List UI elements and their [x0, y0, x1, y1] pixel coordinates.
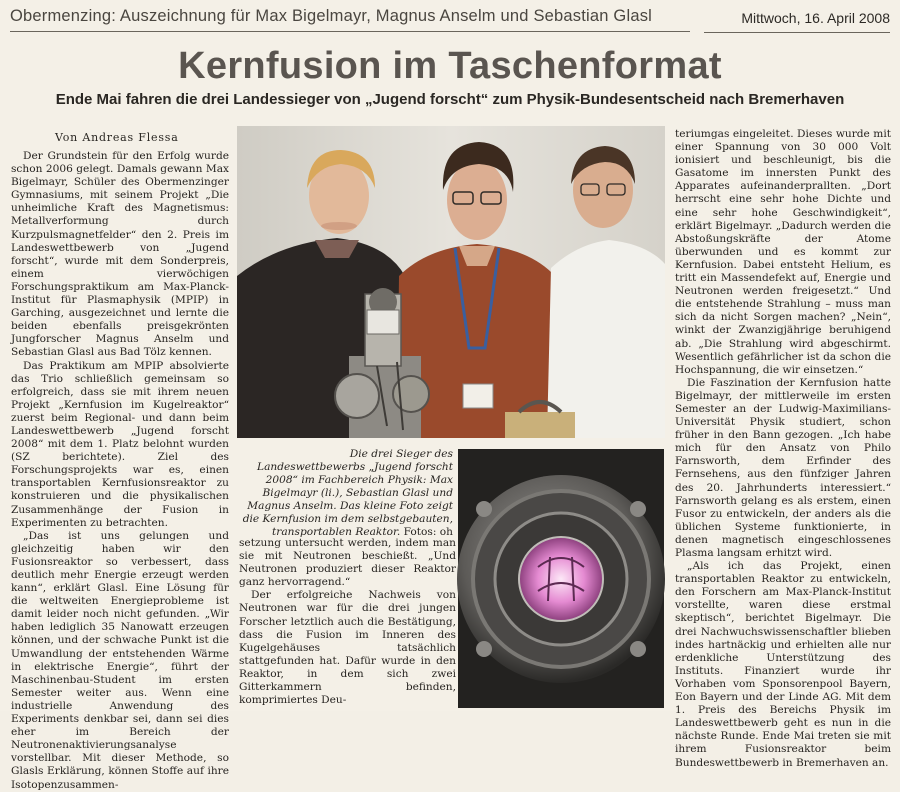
paragraph: Das Praktikum am MPIP absolvierte das Trio schließlich gemeinsam so erfolgreich, dass sie mit ihrem neuen Projekt „Kernfusion im Kugelreaktor“ zuerst beim Regional- und dann beim Landeswettbewerb „Jugend forscht 2008“ mit dem 1. Platz belohnt wurden (SZ berichtete). Ziel des Forschungsprojekts war es, einen transportablen Kernfusionsreaktor zu konstruieren und die physikalischen Zusammenhänge der Fusion in Experimenten zu betrachten.	[11, 359, 229, 529]
caption-text: Die drei Sieger des Landeswettbewerbs „Jugend forscht 2008“ im Fachbereich Physik: Max Bigelmayr (li.), Sebastian Glasl und Magnus Anselm. Das kleine Foto zeigt die Kernfusion im dem selbstgebauten, transportablen Reaktor.	[242, 448, 453, 538]
byline: Von Andreas Flessa	[55, 131, 179, 144]
paragraph: teriumgas eingeleitet. Dieses wurde mit einer Spannung von 30 000 Volt ionisiert und beschleunigt, bis die Gasatome im innersten Punkt des Apparates aufeinanderprallten. „Dort herrscht eine sehr hohe Dichte und eine sehr hohe Geschwindigkeit“, erklärt Bigelmayr. „Dadurch werden die Abstoßungskräfte der Atome überwunden und es kommt zur Kernfusion. Dabei entsteht Helium, es tritt ein Massendefekt auf, Energie und Neutronen werden freigesetzt.“ Und die entstehende Strahlung – muss man sich da nicht Sorgen machen? „Nein“, winkt der Zwanzigjährige beruhigend ab. „Die Strahlung wird abgeschirmt. Wesentlich gefährlicher ist da schon die Hochspannung, die wir einsetzen.“	[675, 128, 891, 376]
reactor-photo-illustration	[458, 449, 664, 708]
subheadline: Ende Mai fahren die drei Landessieger von „Jugend forscht“ zum Physik-Bundesentscheid nach Bremerhaven	[55, 91, 845, 108]
article-column-2	[239, 537, 456, 707]
headline: Kernfusion im Taschenformat	[178, 45, 722, 87]
article-column-1	[11, 150, 229, 791]
photo-caption	[240, 448, 453, 538]
paragraph: Der erfolgreiche Nachweis von Neutronen war für die drei jungen Forscher letztlich auch die Bestätigung, dass die Fusion im Inneren des Kugelgehäuses tatsächlich stattgefunden hat. Dafür wurde in den Reaktor, in dem sich zwei Gitterkammern befinden, komprimiertes Deu-	[239, 589, 456, 707]
paragraph: Die Faszination der Kernfusion hatte Bigelmayr, der mittlerweile im ersten Semester an der Ludwig-Maximilians-Universität Physik studiert, schon früher in den Bann gezogen. „Ich habe mich für den Ansatz von Philo Farnsworth, dem Erfinder des Fernsehens, aus den fünfziger Jahren des 20. Jahrhunderts interessiert.“ Farnsworth gelang es als erstem, einen Fusor zu entwickeln, der anders als die üblichen Systeme funktionierte, in denen magnetisch eingeschlossenes Plasma langsam erhitzt wird.	[675, 376, 891, 559]
paragraph: „Als ich das Projekt, einen transportablen Reaktor zu entwickeln, den Forschern am Max-Planck-Institut vorstellte, waren diese erstmal skeptisch“, berichtet Bigelmayr. Die drei Nachwuchswissenschaftler blieben indes hartnäckig und erhielten alle nur erdenkliche Unterstützung des Instituts. Finanziert wurde ihr Vorhaben vom Sponsorenpool Bayern, Eon Bayern und der Linde AG. Mit dem 1. Preis des Bereichs Physik im Landeswettbewerb geht es nun in die nächste Runde. Ende Mai treten sie mit ihrem Fusionsreaktor beim Bundeswettbewerb in Bremerhaven an.	[675, 560, 891, 769]
paragraph: setzung untersucht werden, indem man sie mit Neutronen beschießt. „Und Neutronen produziert dieser Reaktor ganz hervorragend.“	[239, 537, 456, 589]
publication-date: Mittwoch, 16. April 2008	[704, 10, 890, 33]
winners-photo-illustration	[237, 126, 665, 438]
kicker-line: Obermenzing: Auszeichnung für Max Bigelmayr, Magnus Anselm und Sebastian Glasl	[10, 7, 690, 32]
article-column-3	[675, 128, 891, 769]
photo-credit: Fotos: oh	[403, 526, 453, 538]
paragraph: „Das ist uns gelungen und gleichzeitig haben wir den Fusionsreaktor so verbessert, dass deutlich mehr Energie erzeugt werden kann“, erklärt Glasl. Eine Lösung für die weltweiten Energieprobleme ist damit leider noch nicht gefunden. „Wir haben lediglich 35 Nanowatt erzeugen können, und der schwache Punkt ist die Umwandlung der entstehenden Wärme in elektrische Energie“, führt der Maschinenbau-Student im ersten Semester weiter aus. Wenn eine industrielle Anwendung des Experiments denkbar sei, dann sei dies eher im Bereich der Neutronenaktivierungsanalyse vorstellbar. Mit dieser Methode, so Glasls Erklärung, können Stoffe auf ihre Isotopenzusammen-	[11, 529, 229, 791]
paragraph: Der Grundstein für den Erfolg wurde schon 2006 gelegt. Damals gewann Max Bigelmayr, Schüler des Obermenzinger Gymnasiums, mit seinem Projekt „Die unheimliche Kraft des Magnetismus: Metallverformung durch Kurzpulsmagnetfelder“ den 2. Preis im Landeswettbewerb von „Jugend forscht“, wurde mit dem Sonderpreis, einem vierwöchigen Forschungspraktikum am Max-Planck-Institut für Plasmaphysik (MPIP) in Garching, ausgezeichnet und lernte die beiden ebenfalls preisgekrönten Jungforscher Magnus Anselm und Sebastian Glasl aus Bad Tölz kennen.	[11, 150, 229, 359]
reactor-photo	[458, 449, 664, 708]
winners-photo	[237, 126, 665, 438]
